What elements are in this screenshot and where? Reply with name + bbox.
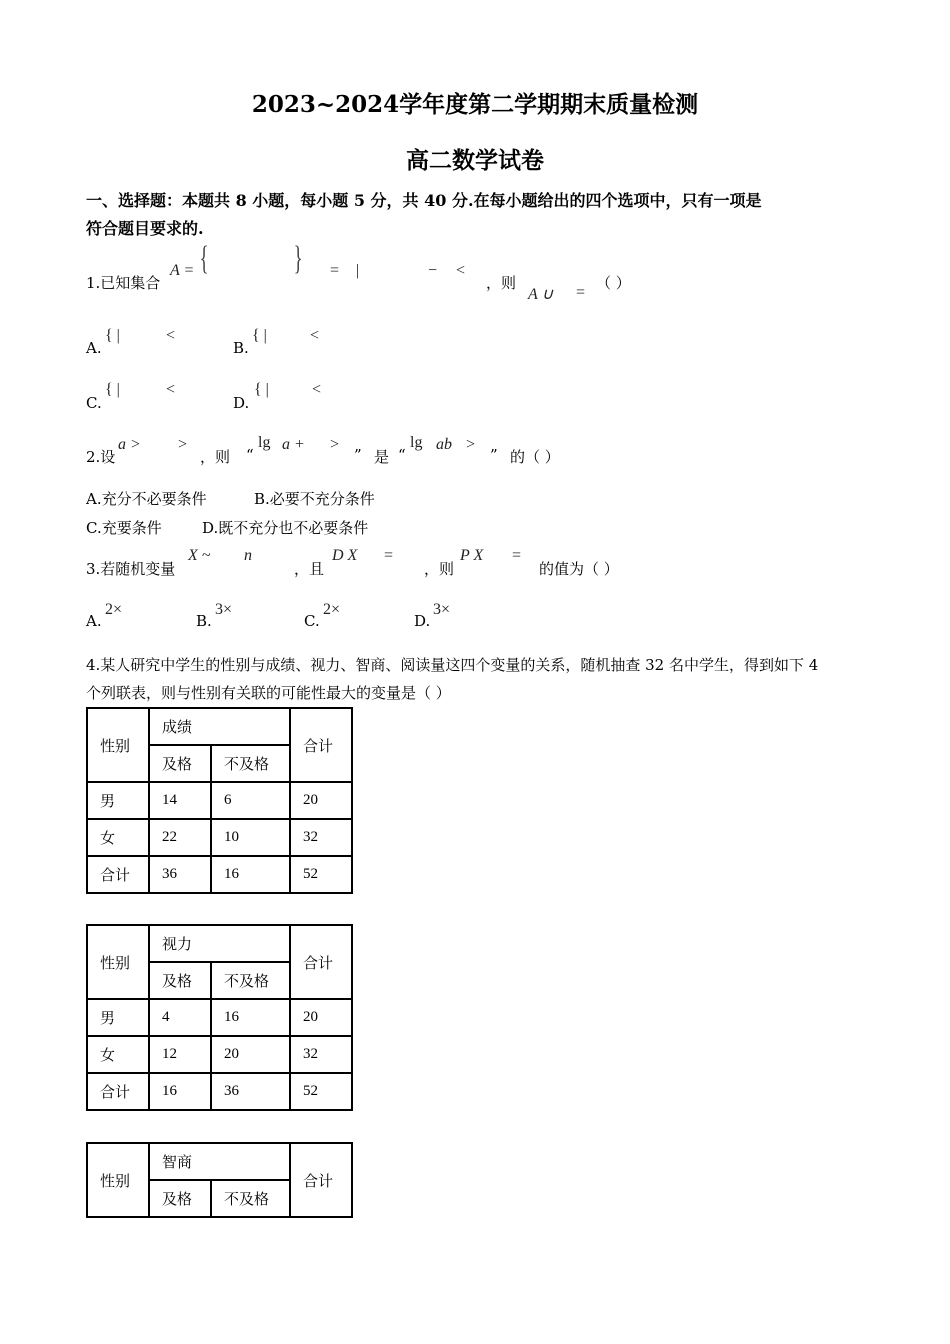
q1-union: A ∪ — [528, 286, 554, 303]
table-cell: 20 — [211, 1036, 290, 1073]
table-cell: 20 — [290, 782, 352, 819]
q3-option-a-label: A. — [86, 612, 102, 630]
q3-probability: P X — [460, 547, 484, 564]
q1-option-b-lt: < — [310, 327, 320, 344]
q1-minus: − — [428, 262, 438, 279]
q4-line-1: 4.某人研究中学生的性别与成绩、视力、智商、阅读量这四个变量的关系，随机抽查 32 名中学生，得到如下 4 — [86, 656, 819, 674]
table-cell: 22 — [149, 819, 211, 856]
q2-option-a: A.充分不必要条件 — [86, 490, 207, 508]
table-cell: 6 — [211, 782, 290, 819]
q1-prefix: 1.已知集合 — [86, 274, 161, 292]
q3-n: n — [244, 547, 252, 564]
header-pass: 及格 — [149, 1180, 211, 1217]
table-row — [87, 819, 352, 856]
header-fail: 不及格 — [211, 962, 290, 999]
q3-eq-1: = — [384, 547, 394, 564]
header-variable: 智商 — [149, 1143, 290, 1180]
section-heading-line1: 一、选择题：本题共 8 小题，每小题 5 分，共 40 分.在每小题给出的四个选项中，只有一项是 — [86, 191, 762, 210]
q1-option-b-set: { | — [252, 327, 267, 344]
header-variable: 视力 — [149, 925, 290, 962]
header-gender: 性别 — [87, 708, 149, 782]
q1-eq: = — [576, 284, 586, 301]
q2-suffix: 的（ ） — [510, 448, 560, 466]
table-cell: 32 — [290, 819, 352, 856]
q1-right-brace: } — [293, 240, 303, 277]
q3-option-b-expr: 3× — [215, 601, 233, 618]
header-gender: 性别 — [87, 1143, 149, 1217]
q1-option-d-label: D. — [233, 394, 250, 412]
q3-option-d-expr: 3× — [433, 601, 451, 618]
q2-option-d: D.既不充分也不必要条件 — [202, 519, 369, 537]
q2-quote-close-2: ” — [490, 446, 498, 464]
table-cell: 女 — [87, 1036, 149, 1073]
q3-suffix: 的值为（ ） — [539, 560, 619, 578]
q2-gt: > — [178, 436, 188, 453]
table-cell: 10 — [211, 819, 290, 856]
header-fail: 不及格 — [211, 1180, 290, 1217]
table-row — [87, 1036, 352, 1073]
q1-set-a: A = — [170, 262, 195, 279]
q2-quote-close-1: ” — [354, 446, 362, 464]
header-total: 合计 — [290, 708, 352, 782]
q3-then: ，则 — [424, 560, 455, 578]
table-cell: 男 — [87, 782, 149, 819]
q3-prefix: 3.若随机变量 — [86, 560, 176, 578]
q3-option-c-expr: 2× — [323, 601, 341, 618]
q1-option-d-lt: < — [312, 381, 322, 398]
q1-option-b-label: B. — [233, 339, 249, 357]
header-pass: 及格 — [149, 962, 211, 999]
table-cell: 36 — [149, 856, 211, 893]
header-variable: 成绩 — [149, 708, 290, 745]
q3-x-sim: X ~ — [188, 547, 211, 564]
q1-mid-bar: | — [356, 262, 360, 279]
q1-left-brace: { — [199, 240, 209, 277]
table-cell: 16 — [211, 999, 290, 1036]
q3-eq-2: = — [512, 547, 522, 564]
table-cell: 合计 — [87, 1073, 149, 1110]
contingency-table-iq — [86, 1142, 353, 1218]
q2-a-gt: a > — [118, 436, 141, 453]
table-cell: 32 — [290, 1036, 352, 1073]
q3-option-b-label: B. — [196, 612, 212, 630]
q2-lg-1: lg — [258, 434, 271, 451]
q1-option-a-label: A. — [86, 339, 102, 357]
q2-gt-2: > — [466, 436, 476, 453]
table-cell: 36 — [211, 1073, 290, 1110]
q2-gt-1: > — [330, 436, 340, 453]
q2-prefix: 2.设 — [86, 448, 116, 466]
q3-option-d-label: D. — [414, 612, 431, 630]
contingency-table-vision — [86, 924, 353, 1111]
q3-option-c-label: C. — [304, 612, 320, 630]
header-total: 合计 — [290, 925, 352, 999]
q3-option-a-expr: 2× — [105, 601, 123, 618]
table-cell: 16 — [211, 856, 290, 893]
q3-and: ，且 — [294, 560, 325, 578]
q1-option-d-set: { | — [254, 381, 269, 398]
table-cell: 16 — [149, 1073, 211, 1110]
section-heading-line2: 符合题目要求的. — [86, 219, 204, 238]
table-cell: 52 — [290, 856, 352, 893]
q1-option-c-set: { | — [105, 381, 120, 398]
q1-lt: < — [456, 262, 466, 279]
q2-option-c: C.充要条件 — [86, 519, 162, 537]
table-cell: 女 — [87, 819, 149, 856]
q1-mid-eq: = — [330, 262, 340, 279]
q1-option-a-lt: < — [166, 327, 176, 344]
q1-option-c-label: C. — [86, 394, 102, 412]
q2-lg-2: lg — [410, 434, 423, 451]
header-fail: 不及格 — [211, 745, 290, 782]
q2-ab: ab — [436, 436, 452, 453]
header-pass: 及格 — [149, 745, 211, 782]
header-total: 合计 — [290, 1143, 352, 1217]
q2-is: 是 — [374, 448, 390, 466]
q1-answer-paren: （ ） — [596, 274, 631, 292]
q3-variance: D X — [332, 547, 358, 564]
q1-option-a-set: { | — [105, 327, 120, 344]
header-gender: 性别 — [87, 925, 149, 999]
table-cell: 4 — [149, 999, 211, 1036]
q2-a-plus: a + — [282, 436, 305, 453]
q1-option-c-lt: < — [166, 381, 176, 398]
q2-then: ，则 — [200, 448, 231, 466]
table-row — [87, 999, 352, 1036]
table-cell: 52 — [290, 1073, 352, 1110]
table-cell: 14 — [149, 782, 211, 819]
table-row — [87, 782, 352, 819]
exam-title: 2023~2024学年度第二学期期末质量检测 — [251, 91, 699, 118]
table-cell: 合计 — [87, 856, 149, 893]
table-cell: 12 — [149, 1036, 211, 1073]
table-cell: 20 — [290, 999, 352, 1036]
q1-then: ，则 — [486, 274, 517, 292]
table-row — [87, 1073, 352, 1110]
table-row — [87, 856, 352, 893]
q2-quote-open-2: “ — [398, 446, 406, 464]
q4-line-2: 个列联表，则与性别有关联的可能性最大的变量是（ ） — [86, 684, 451, 702]
exam-subtitle: 高二数学试卷 — [406, 147, 544, 174]
q2-quote-open-1: “ — [246, 446, 254, 464]
q2-option-b: B.必要不充分条件 — [254, 490, 375, 508]
contingency-table-score — [86, 707, 353, 894]
table-cell: 男 — [87, 999, 149, 1036]
